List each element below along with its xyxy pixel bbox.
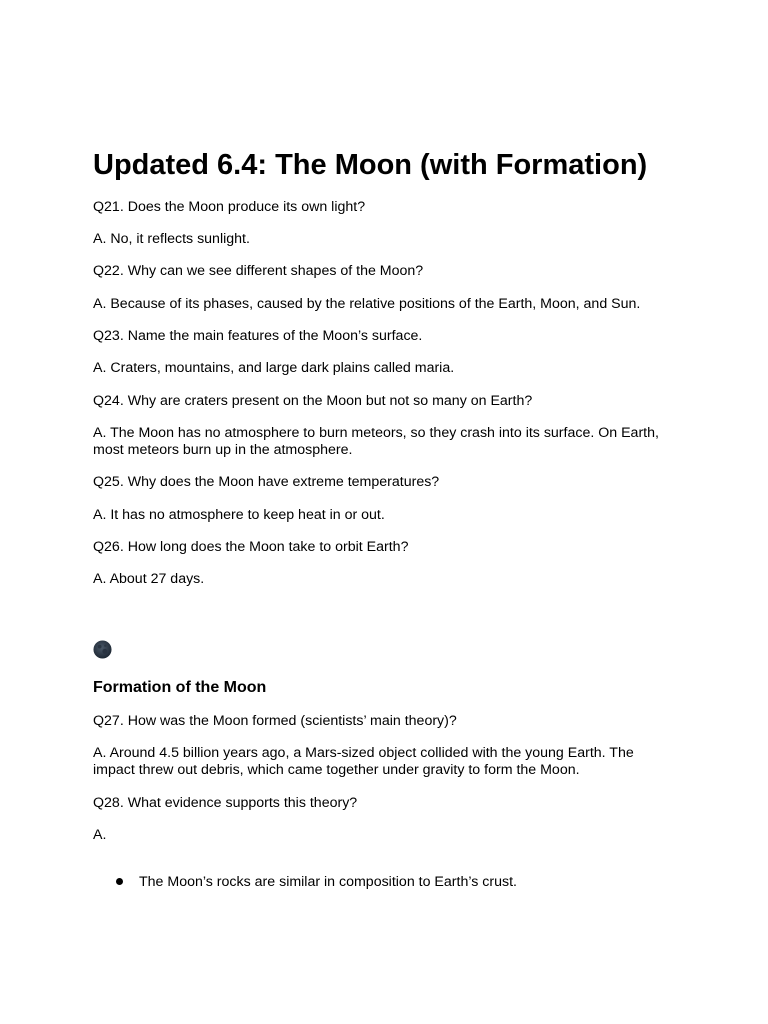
list-item-text: The Moon’s rocks are similar in composition to Earth’s crust.	[139, 874, 517, 890]
answer-q23: A. Craters, mountains, and large dark plains called maria.	[93, 360, 455, 376]
answer-q21: A. No, it reflects sunlight.	[93, 231, 250, 247]
question-q28: Q28. What evidence supports this theory?	[93, 795, 358, 811]
answer-q27: A. Around 4.5 billion years ago, a Mars-sized object collided with the young Earth. The impact threw out debris, which came together under gravity to form the Moon.	[93, 745, 634, 778]
question-q23: Q23. Name the main features of the Moon’s surface.	[93, 328, 423, 344]
answer-q24: A. The Moon has no atmosphere to burn meteors, so they crash into its surface. On Earth, most meteors burn up in the atmosphere.	[93, 425, 659, 458]
answer-q22: A. Because of its phases, caused by the relative positions of the Earth, Moon, and Sun.	[93, 296, 641, 312]
new-moon-emoji-icon	[93, 640, 112, 659]
bullet-icon	[116, 878, 123, 885]
question-q22: Q22. Why can we see different shapes of the Moon?	[93, 263, 424, 279]
answer-q25: A. It has no atmosphere to keep heat in or out.	[93, 507, 385, 523]
formation-heading: Formation of the Moon	[93, 679, 267, 696]
evidence-list	[93, 874, 673, 891]
question-q27: Q27. How was the Moon formed (scientists’ main theory)?	[93, 713, 457, 729]
answer-q26: A. About 27 days.	[93, 571, 205, 587]
question-q24: Q24. Why are craters present on the Moon but not so many on Earth?	[93, 393, 533, 409]
list-item	[93, 874, 673, 891]
answer-q28: A.	[93, 827, 107, 843]
question-q21: Q21. Does the Moon produce its own light?	[93, 199, 366, 215]
question-q26: Q26. How long does the Moon take to orbit Earth?	[93, 539, 409, 555]
document-page	[93, 0, 683, 1024]
document-title: Updated 6.4: The Moon (with Formation)	[93, 149, 648, 181]
question-q25: Q25. Why does the Moon have extreme temperatures?	[93, 474, 440, 490]
